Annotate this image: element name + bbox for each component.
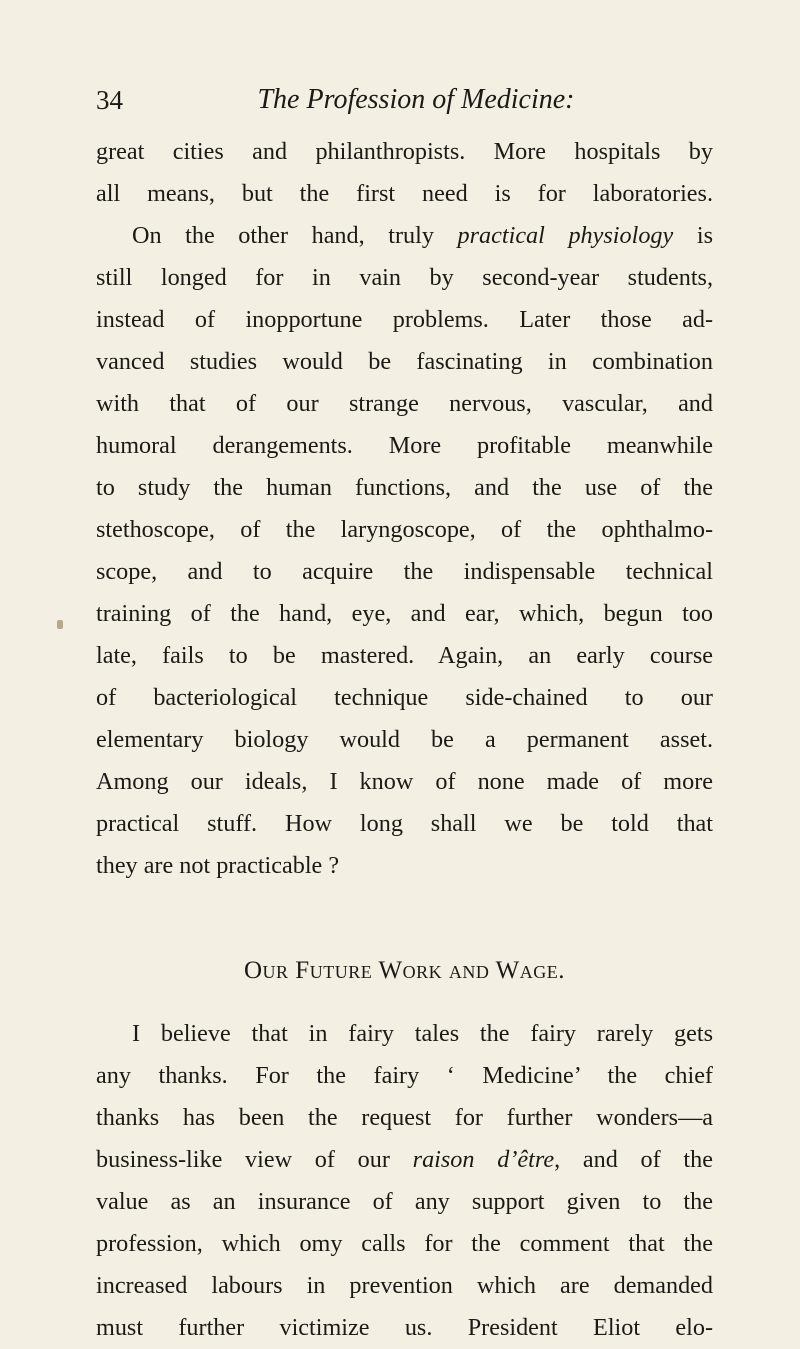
text-line: Among our ideals, I know of none made of more	[96, 768, 713, 795]
text-line: vanced studies would be fascinating in combination	[96, 348, 713, 375]
text-line: humoral derangements. More profitable meanwhile	[96, 432, 713, 459]
page-number: 34	[96, 85, 123, 115]
text-line: thanks has been the request for further wonders—a	[96, 1104, 713, 1131]
text-line: value as an insurance of any support given to the	[96, 1188, 713, 1215]
text-line: any thanks. For the fairy ‘ Medicine’ the chief	[96, 1062, 713, 1089]
text-run: is	[673, 222, 713, 249]
text-line: must further victimize us. President Eliot elo-	[96, 1314, 713, 1341]
text-line: profession, which omy calls for the comment that the	[96, 1230, 713, 1257]
text-run: business-like view of our	[96, 1146, 413, 1173]
text-line: instead of inopportune problems. Later those ad-	[96, 306, 713, 333]
text-line: still longed for in vain by second-year students,	[96, 264, 713, 291]
section-heading	[96, 929, 713, 1013]
text-line: they are not practicable ?	[96, 852, 340, 879]
text-line: I believe that in fairy tales the fairy rarely gets	[132, 1020, 713, 1047]
text-line: increased labours in prevention which are demanded	[96, 1272, 713, 1299]
emphasis-text: raison d’être	[412, 1146, 555, 1173]
emphasis-text: practical physiology	[457, 222, 674, 249]
text-line	[96, 215, 713, 257]
text-line: scope, and to acquire the indispensable technical	[96, 558, 713, 585]
text-run: , and of the	[554, 1146, 713, 1173]
text-line: elementary biology would be a permanent asset.	[96, 726, 713, 753]
text-line: to study the human functions, and the use of the	[96, 474, 713, 501]
text-line: training of the hand, eye, and ear, which, begun too	[96, 600, 713, 627]
section-heading-text: Our Future Work and Wage.	[244, 957, 565, 984]
text-line: all means, but the first need is for laboratories.	[96, 180, 713, 207]
text-line: practical stuff. How long shall we be told that	[96, 810, 713, 837]
gutter-mark	[57, 620, 63, 629]
text-line: with that of our strange nervous, vascular, and	[96, 390, 713, 417]
text-line: of bacteriological technique side-chained to our	[96, 684, 713, 711]
text-line: late, fails to be mastered. Again, an early course	[96, 642, 713, 669]
text-line: great cities and philanthropists. More hospitals by	[96, 138, 713, 165]
body-text	[96, 131, 713, 1349]
text-run: On the other hand, truly	[132, 222, 458, 249]
text-line: stethoscope, of the laryngoscope, of the ophthalmo-	[96, 516, 713, 543]
running-head: The Profession of Medicine:	[257, 84, 575, 115]
page-header	[96, 78, 716, 122]
text-line	[96, 1139, 713, 1181]
